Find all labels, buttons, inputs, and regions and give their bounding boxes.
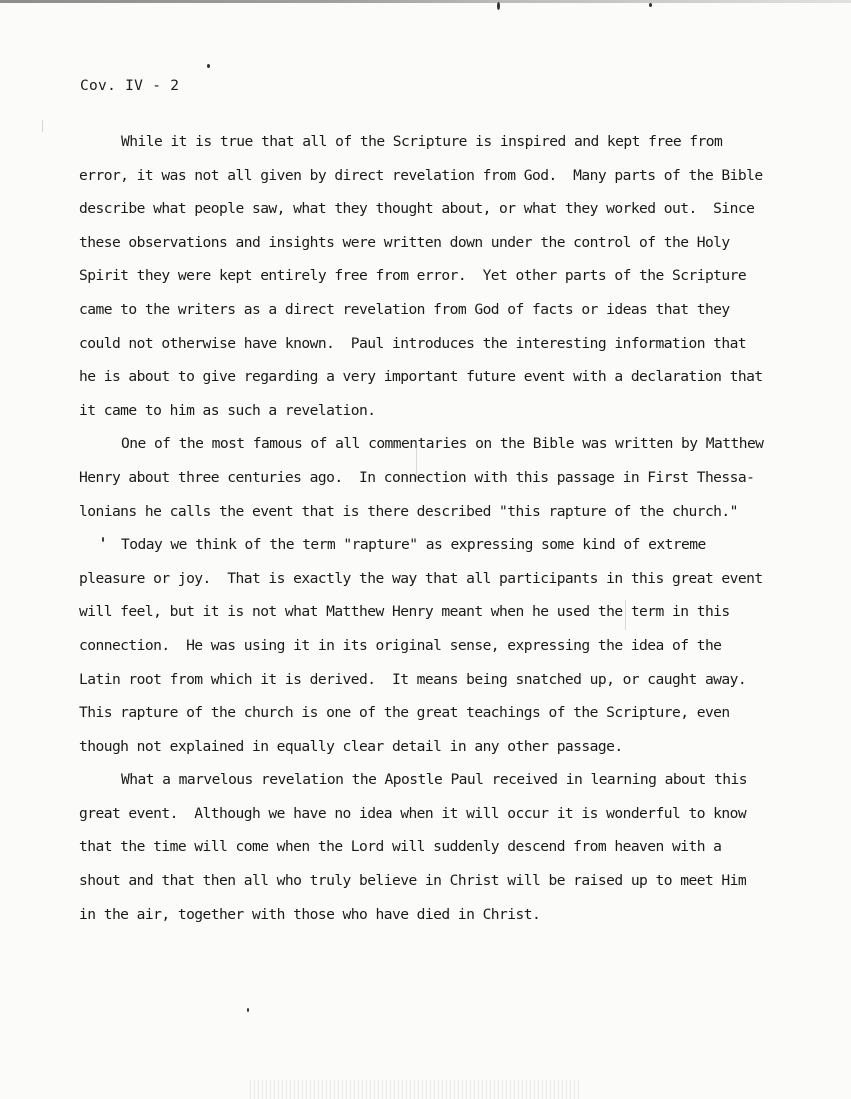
text-line: lonians he calls the event that is there described "this rapture of the church." (79, 502, 738, 520)
text-line: that the time will come when the Lord will suddenly descend from heaven with a (79, 838, 722, 856)
text-line: What a marvelous revelation the Apostle Paul received in learning about this (121, 771, 747, 789)
text-line: One of the most famous of all commentaries on the Bible was written by Matthew (121, 435, 764, 453)
text-line: shout and that then all who truly believe in Christ will be raised up to meet Him (79, 872, 747, 890)
text-line: in the air, together with those who have died in Christ. (79, 905, 541, 923)
text-line: it came to him as such a revelation. (79, 401, 376, 419)
text-line: Spirit they were kept entirely free from error. Yet other parts of the Scripture (79, 267, 747, 285)
ink-dot (497, 2, 500, 10)
text-line: pleasure or joy. That is exactly the way that all participants in this great event (79, 569, 763, 587)
text-line: though not explained in equally clear detail in any other passage. (79, 737, 623, 755)
text-line: While it is true that all of the Scripture is inspired and kept free from (121, 133, 723, 150)
text-line: could not otherwise have known. Paul introduces the interesting information that (79, 334, 747, 352)
scan-top-edge (0, 0, 851, 3)
text-line: This rapture of the church is one of the great teachings of the Scripture, even (79, 704, 730, 722)
text-line: these observations and insights were written down under the control of the Holy (79, 233, 730, 251)
text-line: connection. He was using it in its original sense, expressing the idea of the (79, 636, 722, 654)
text-line: error, it was not all given by direct revelation from God. Many parts of the Bible (79, 166, 763, 184)
text-line: great event. Although we have no idea when it will occur it is wonderful to know (79, 804, 747, 822)
paragraph-4 (79, 763, 799, 931)
ink-dot (102, 537, 104, 542)
text-line: Henry about three centuries ago. In connection with this passage in First Thessa- (79, 468, 755, 486)
paragraph-1 (79, 125, 799, 427)
text-line: Today we think of the term "rapture" as expressing some kind of extreme (121, 536, 706, 554)
body-text (79, 125, 799, 931)
text-line: Latin root from which it is derived. It means being snatched up, or caught away. (79, 670, 747, 688)
text-line: he is about to give regarding a very important future event with a declaration that (79, 368, 763, 386)
paragraph-3 (79, 528, 799, 763)
text-line: came to the writers as a direct revelation from God of facts or ideas that they (79, 300, 730, 318)
ink-dot (247, 1008, 249, 1012)
scan-streak (42, 120, 43, 132)
scan-noise (250, 1080, 580, 1099)
scan-streak (625, 600, 626, 630)
ink-dot (207, 64, 210, 68)
text-line: describe what people saw, what they thought about, or what they worked out. Since (79, 200, 755, 218)
page-header: Cov. IV - 2 (80, 78, 180, 94)
scan-streak (416, 440, 417, 480)
ink-dot (649, 3, 652, 7)
text-line: will feel, but it is not what Matthew Henry meant when he used the term in this (79, 603, 730, 621)
paragraph-2 (79, 427, 799, 528)
